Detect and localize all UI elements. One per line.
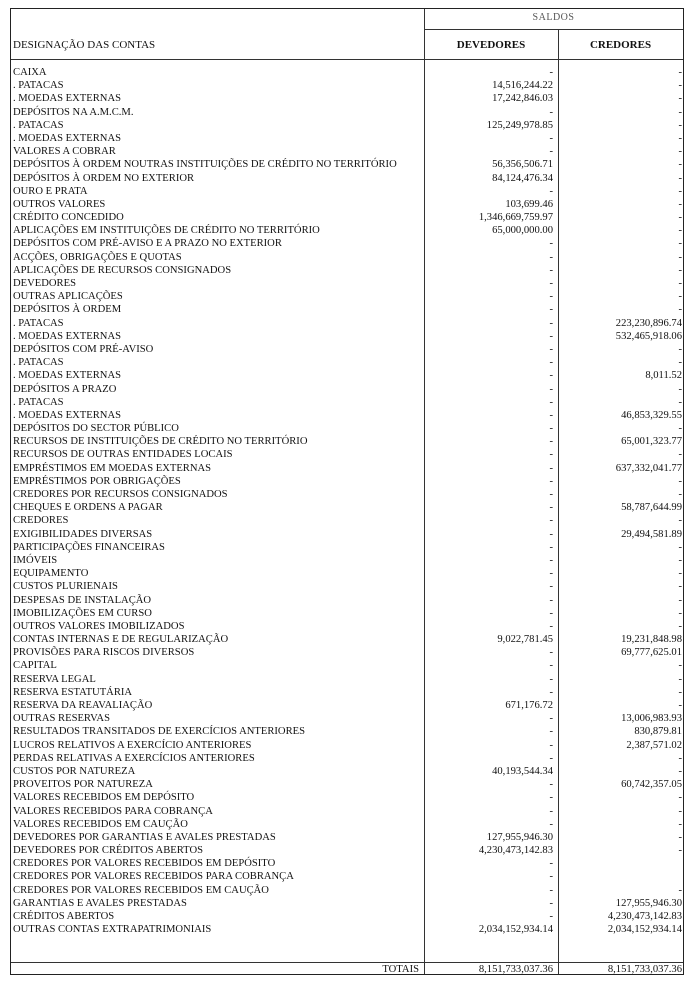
table-row (11, 158, 683, 171)
devedores-value: - (549, 238, 553, 250)
devedores-value: - (549, 620, 553, 632)
devedores-value: - (549, 67, 553, 78)
credores-value: - (678, 225, 682, 237)
devedores-value: - (549, 185, 553, 197)
account-name: LUCROS RELATIVOS A EXERCÍCIO ANTERIORES (13, 739, 252, 751)
table-row (11, 831, 683, 844)
account-name: . PATACAS (13, 119, 64, 131)
table-row (11, 659, 683, 672)
devedores-value: - (549, 568, 553, 580)
credores-value: - (678, 396, 682, 408)
account-name: DEPÓSITOS COM PRÉ-AVISO E A PRAZO NO EXTERIOR (13, 238, 282, 250)
credores-value: - (678, 146, 682, 158)
saldos-header: SALDOS (532, 12, 575, 23)
devedores-value: - (549, 752, 553, 764)
credores-value: - (678, 106, 682, 118)
credores-value: - (678, 172, 682, 184)
table-row (11, 554, 683, 567)
table-row (11, 462, 683, 475)
account-name: CRÉDITO CONCEDIDO (13, 212, 124, 224)
table-row (11, 79, 683, 92)
credores-value: - (678, 343, 682, 355)
credores-value: - (678, 765, 682, 777)
devedores-value: - (549, 462, 553, 474)
credores-value: - (678, 594, 682, 606)
table-row (11, 844, 683, 857)
account-name: OURO E PRATA (13, 185, 88, 197)
account-name: OUTROS VALORES IMOBILIZADOS (13, 620, 185, 632)
table-row (11, 448, 683, 461)
table-row (11, 119, 683, 132)
totals-credores: 8,151,733,037.36 (607, 964, 682, 975)
account-name: . PATACAS (13, 396, 64, 408)
account-name: . PATACAS (13, 80, 64, 92)
devedores-value: - (549, 515, 553, 527)
account-name: OUTROS VALORES (13, 198, 106, 210)
credores-value: 65,001,323.77 (621, 436, 682, 448)
account-name: DEPÓSITOS À ORDEM (13, 304, 122, 316)
table-row (11, 607, 683, 620)
devedores-value: - (549, 607, 553, 619)
account-name: OUTRAS APLICAÇÕES (13, 291, 123, 303)
account-name: VALORES RECEBIDOS PARA COBRANÇA (13, 805, 213, 817)
account-name: VALORES RECEBIDOS EM DEPÓSITO (13, 792, 195, 804)
account-name: . MOEDAS EXTERNAS (13, 409, 122, 421)
table-row (11, 712, 683, 725)
credores-value: - (678, 541, 682, 553)
devedores-value: - (549, 251, 553, 263)
account-name: CREDORES POR VALORES RECEBIDOS EM DEPÓSITO (13, 858, 276, 870)
credores-value: 532,465,918.06 (615, 330, 682, 342)
devedores-value: - (549, 858, 553, 870)
devedores-value: - (549, 291, 553, 303)
totals-label: TOTAIS (382, 964, 419, 975)
credores-value: - (678, 607, 682, 619)
table-row (11, 356, 683, 369)
account-name: CAPITAL (13, 660, 57, 672)
devedores-value: - (549, 146, 553, 158)
credores-header: CREDORES (589, 39, 652, 51)
devedores-value: - (549, 330, 553, 342)
devedores-value: - (549, 871, 553, 883)
devedores-value: - (549, 779, 553, 791)
credores-value: 2,387,571.02 (626, 739, 682, 751)
table-row (11, 475, 683, 488)
credores-value: - (678, 449, 682, 461)
devedores-value: - (549, 897, 553, 909)
table-row (11, 303, 683, 316)
credores-value: - (678, 686, 682, 698)
account-name: DEVEDORES POR CRÉDITOS ABERTOS (13, 845, 203, 857)
credores-value: 58,787,644.99 (621, 502, 682, 514)
table-row (11, 290, 683, 303)
table-row (11, 884, 683, 897)
devedores-value: - (549, 792, 553, 804)
table-row (11, 646, 683, 659)
account-name: . PATACAS (13, 317, 64, 329)
credores-value: - (678, 831, 682, 843)
table-row (11, 514, 683, 527)
devedores-value: 17,242,846.03 (492, 93, 553, 105)
table-row (11, 580, 683, 593)
account-name: APLICAÇÕES DE RECURSOS CONSIGNADOS (13, 264, 232, 276)
credores-value: - (678, 291, 682, 303)
credores-value: - (678, 251, 682, 263)
devedores-value: - (549, 541, 553, 553)
credores-value: 223,230,896.74 (615, 317, 682, 329)
devedores-value: - (549, 911, 553, 922)
account-name: DEPÓSITOS À ORDEM NOUTRAS INSTITUIÇÕES DE CRÉDITO NO TERRITÓRIO (13, 159, 397, 171)
account-name: . MOEDAS EXTERNAS (13, 330, 122, 342)
devedores-value: 103,699.46 (505, 198, 553, 210)
credores-value: - (678, 264, 682, 276)
account-name: CUSTOS PLURIENAIS (13, 581, 118, 593)
account-name: CREDORES POR VALORES RECEBIDOS EM CAUÇÃO (13, 884, 269, 896)
table-row (11, 145, 683, 158)
credores-value: 13,006,983.93 (621, 713, 682, 725)
table-row (11, 435, 683, 448)
devedores-value: - (549, 436, 553, 448)
account-name: IMOBILIZAÇÕES EM CURSO (13, 607, 152, 619)
table-row (11, 264, 683, 277)
account-name: VALORES RECEBIDOS EM CAUÇÃO (13, 818, 188, 830)
credores-value: - (678, 304, 682, 316)
account-name: DEPÓSITOS À ORDEM NO EXTERIOR (13, 172, 195, 184)
devedores-value: 14,516,244.22 (492, 80, 553, 92)
credores-value: - (678, 383, 682, 395)
credores-value: - (678, 845, 682, 857)
credores-value: - (678, 884, 682, 896)
account-name: PROVEITOS POR NATUREZA (13, 779, 153, 791)
account-name: PARTICIPAÇÕES FINANCEIRAS (13, 541, 165, 553)
credores-value: 830,879.81 (634, 726, 682, 738)
devedores-value: 65,000,000.00 (492, 225, 553, 237)
table-row (11, 805, 683, 818)
credores-value: - (678, 489, 682, 500)
balance-sheet-table (10, 8, 684, 975)
table-row (11, 237, 683, 250)
devedores-value: - (549, 713, 553, 725)
account-name: EMPRÉSTIMOS EM MOEDAS EXTERNAS (13, 462, 212, 474)
devedores-value: - (549, 278, 553, 289)
table-row (11, 369, 683, 382)
account-name: ACÇÕES, OBRIGAÇÕES E QUOTAS (13, 251, 182, 263)
table-row (11, 699, 683, 712)
devedores-value: - (549, 528, 553, 540)
credores-value: 29,494,581.89 (621, 528, 682, 540)
table-row (11, 224, 683, 237)
account-name: CREDORES POR VALORES RECEBIDOS PARA COBRANÇA (13, 871, 294, 883)
devedores-value: - (549, 489, 553, 500)
credores-value: 46,853,329.55 (621, 409, 682, 421)
devedores-value: - (549, 449, 553, 461)
account-name: IMÓVEIS (13, 554, 58, 566)
credores-value: - (678, 660, 682, 672)
table-row (11, 778, 683, 791)
table-row (11, 752, 683, 765)
account-name: VALORES A COBRAR (13, 146, 116, 158)
table-row (11, 185, 683, 198)
table-row (11, 818, 683, 831)
devedores-value: - (549, 739, 553, 751)
devedores-value: - (549, 304, 553, 316)
credores-value: - (678, 792, 682, 804)
credores-value: - (678, 568, 682, 580)
credores-value: - (678, 805, 682, 817)
table-row (11, 383, 683, 396)
devedores-value: - (549, 106, 553, 118)
table-row (11, 396, 683, 409)
account-name: DEPÓSITOS COM PRÉ-AVISO (13, 343, 154, 355)
account-name: CREDORES (13, 515, 69, 527)
devedores-value: 2,034,152,934.14 (478, 924, 553, 936)
table-row (11, 673, 683, 686)
table-row (11, 725, 683, 738)
credores-value: 69,777,625.01 (621, 647, 682, 659)
devedores-value: - (549, 264, 553, 276)
table-row (11, 211, 683, 224)
account-name: . PATACAS (13, 357, 64, 369)
credores-value: - (678, 554, 682, 566)
table-row (11, 277, 683, 290)
devedores-value: - (549, 818, 553, 830)
account-name: EXIGIBILIDADES DIVERSAS (13, 528, 153, 540)
account-name: RECURSOS DE OUTRAS ENTIDADES LOCAIS (13, 449, 233, 461)
table-row (11, 594, 683, 607)
devedores-value: 1,346,669,759.97 (478, 212, 553, 224)
devedores-value: 56,356,506.71 (492, 159, 553, 171)
account-name: CUSTOS POR NATUREZA (13, 765, 136, 777)
devedores-value: - (549, 396, 553, 408)
devedores-value: - (549, 554, 553, 566)
table-row (11, 488, 683, 501)
devedores-value: 125,249,978.85 (486, 119, 553, 131)
account-name: DEVEDORES (13, 278, 76, 289)
totals-row (11, 963, 683, 976)
devedores-value: - (549, 383, 553, 395)
table-row (11, 343, 683, 356)
table-row (11, 501, 683, 514)
account-name: EQUIPAMENTO (13, 568, 89, 580)
totals-devedores: 8,151,733,037.36 (478, 964, 553, 975)
credores-value: - (678, 212, 682, 224)
devedores-value: 84,124,476.34 (492, 172, 553, 184)
account-name: OUTRAS CONTAS EXTRAPATRIMONIAIS (13, 924, 212, 936)
devedores-value: 9,022,781.45 (497, 634, 553, 646)
account-name: RESULTADOS TRANSITADOS DE EXERCÍCIOS ANTERIORES (13, 726, 306, 738)
devedores-value: - (549, 423, 553, 435)
credores-value: - (678, 515, 682, 527)
account-rows (11, 66, 683, 936)
account-name: EMPRÉSTIMOS POR OBRIGAÇÕES (13, 475, 181, 487)
table-row (11, 791, 683, 804)
credores-value: - (678, 198, 682, 210)
devedores-value: - (549, 660, 553, 672)
table-row (11, 870, 683, 883)
credores-value: - (678, 93, 682, 105)
account-name: RESERVA DA REAVALIAÇÃO (13, 700, 153, 711)
credores-value: - (678, 752, 682, 764)
credores-value: - (678, 581, 682, 593)
table-row (11, 92, 683, 105)
devedores-value: - (549, 409, 553, 421)
table-row (11, 66, 683, 79)
table-row (11, 132, 683, 145)
devedores-value: - (549, 673, 553, 685)
table-row (11, 633, 683, 646)
account-name: PROVISÕES PARA RISCOS DIVERSOS (13, 647, 195, 659)
account-name: RECURSOS DE INSTITUIÇÕES DE CRÉDITO NO TERRITÓRIO (13, 436, 308, 448)
designacao-header: DESIGNAÇÃO DAS CONTAS (13, 39, 156, 51)
account-name: CRÉDITOS ABERTOS (13, 911, 115, 922)
credores-value: - (678, 620, 682, 632)
credores-value: - (678, 818, 682, 830)
account-name: DEPÓSITOS DO SECTOR PÚBLICO (13, 423, 179, 435)
devedores-value: - (549, 647, 553, 659)
account-name: GARANTIAS E AVALES PRESTADAS (13, 897, 187, 909)
credores-value: - (678, 185, 682, 197)
credores-value: - (678, 475, 682, 487)
devedores-value: - (549, 726, 553, 738)
devedores-value: 127,955,946.30 (486, 831, 553, 843)
credores-value: 60,742,357.05 (621, 779, 682, 791)
table-row (11, 330, 683, 343)
credores-value: 19,231,848.98 (621, 634, 682, 646)
account-name: CREDORES POR RECURSOS CONSIGNADOS (13, 489, 228, 500)
table-row (11, 172, 683, 185)
table-row (11, 317, 683, 330)
account-name: DEPÓSITOS NA A.M.C.M. (13, 106, 134, 118)
devedores-value: - (549, 884, 553, 896)
account-name: OUTRAS RESERVAS (13, 713, 110, 725)
account-name: . MOEDAS EXTERNAS (13, 93, 122, 105)
credores-value: - (678, 423, 682, 435)
account-name: DEVEDORES POR GARANTIAS E AVALES PRESTADAS (13, 831, 276, 843)
credores-value: - (678, 132, 682, 144)
credores-value: 2,034,152,934.14 (607, 924, 682, 936)
table-row (11, 923, 683, 936)
account-name: APLICAÇÕES EM INSTITUIÇÕES DE CRÉDITO NO TERRITÓRIO (13, 225, 320, 237)
devedores-value: - (549, 343, 553, 355)
account-name: . MOEDAS EXTERNAS (13, 132, 122, 144)
table-row (11, 857, 683, 870)
devedores-value: - (549, 686, 553, 698)
row-divider (11, 59, 683, 60)
devedores-value: - (549, 317, 553, 329)
table-row (11, 897, 683, 910)
devedores-value: - (549, 370, 553, 382)
credores-value: 127,955,946.30 (615, 897, 682, 909)
credores-value: - (678, 159, 682, 171)
credores-value: 4,230,473,142.83 (607, 911, 682, 922)
row-divider (424, 29, 683, 30)
table-row (11, 567, 683, 580)
table-row (11, 422, 683, 435)
table-row (11, 198, 683, 211)
account-name: RESERVA LEGAL (13, 673, 96, 685)
devedores-value: 4,230,473,142.83 (478, 845, 553, 857)
devedores-value: - (549, 475, 553, 487)
credores-value: - (678, 238, 682, 250)
devedores-value: - (549, 805, 553, 817)
table-row (11, 528, 683, 541)
account-name: DESPESAS DE INSTALAÇÃO (13, 594, 152, 606)
credores-value: - (678, 80, 682, 92)
table-row (11, 251, 683, 264)
table-row (11, 765, 683, 778)
devedores-value: 40,193,544.34 (492, 765, 553, 777)
credores-value: - (678, 357, 682, 369)
devedores-value: 671,176.72 (505, 700, 553, 711)
account-name: CAIXA (13, 67, 47, 78)
devedores-value: - (549, 594, 553, 606)
account-name: RESERVA ESTATUTÁRIA (13, 686, 133, 698)
table-row (11, 106, 683, 119)
devedores-header: DEVEDORES (456, 39, 526, 51)
devedores-value: - (549, 502, 553, 514)
credores-value: 8,011.52 (645, 370, 682, 382)
credores-value: - (678, 700, 682, 711)
devedores-value: - (549, 581, 553, 593)
devedores-value: - (549, 357, 553, 369)
table-row (11, 686, 683, 699)
credores-value: - (678, 119, 682, 131)
credores-value: - (678, 67, 682, 78)
credores-value: - (678, 673, 682, 685)
account-name: CHEQUES E ORDENS A PAGAR (13, 502, 163, 514)
table-row (11, 409, 683, 422)
account-name: . MOEDAS EXTERNAS (13, 370, 122, 382)
table-row (11, 910, 683, 923)
account-name: PERDAS RELATIVAS A EXERCÍCIOS ANTERIORES (13, 752, 255, 764)
table-row (11, 620, 683, 633)
account-name: CONTAS INTERNAS E DE REGULARIZAÇÃO (13, 634, 229, 646)
credores-value: 637,332,041.77 (615, 462, 682, 474)
account-name: DEPÓSITOS A PRAZO (13, 383, 117, 395)
devedores-value: - (549, 132, 553, 144)
table-row (11, 541, 683, 554)
table-row (11, 739, 683, 752)
credores-value: - (678, 278, 682, 289)
